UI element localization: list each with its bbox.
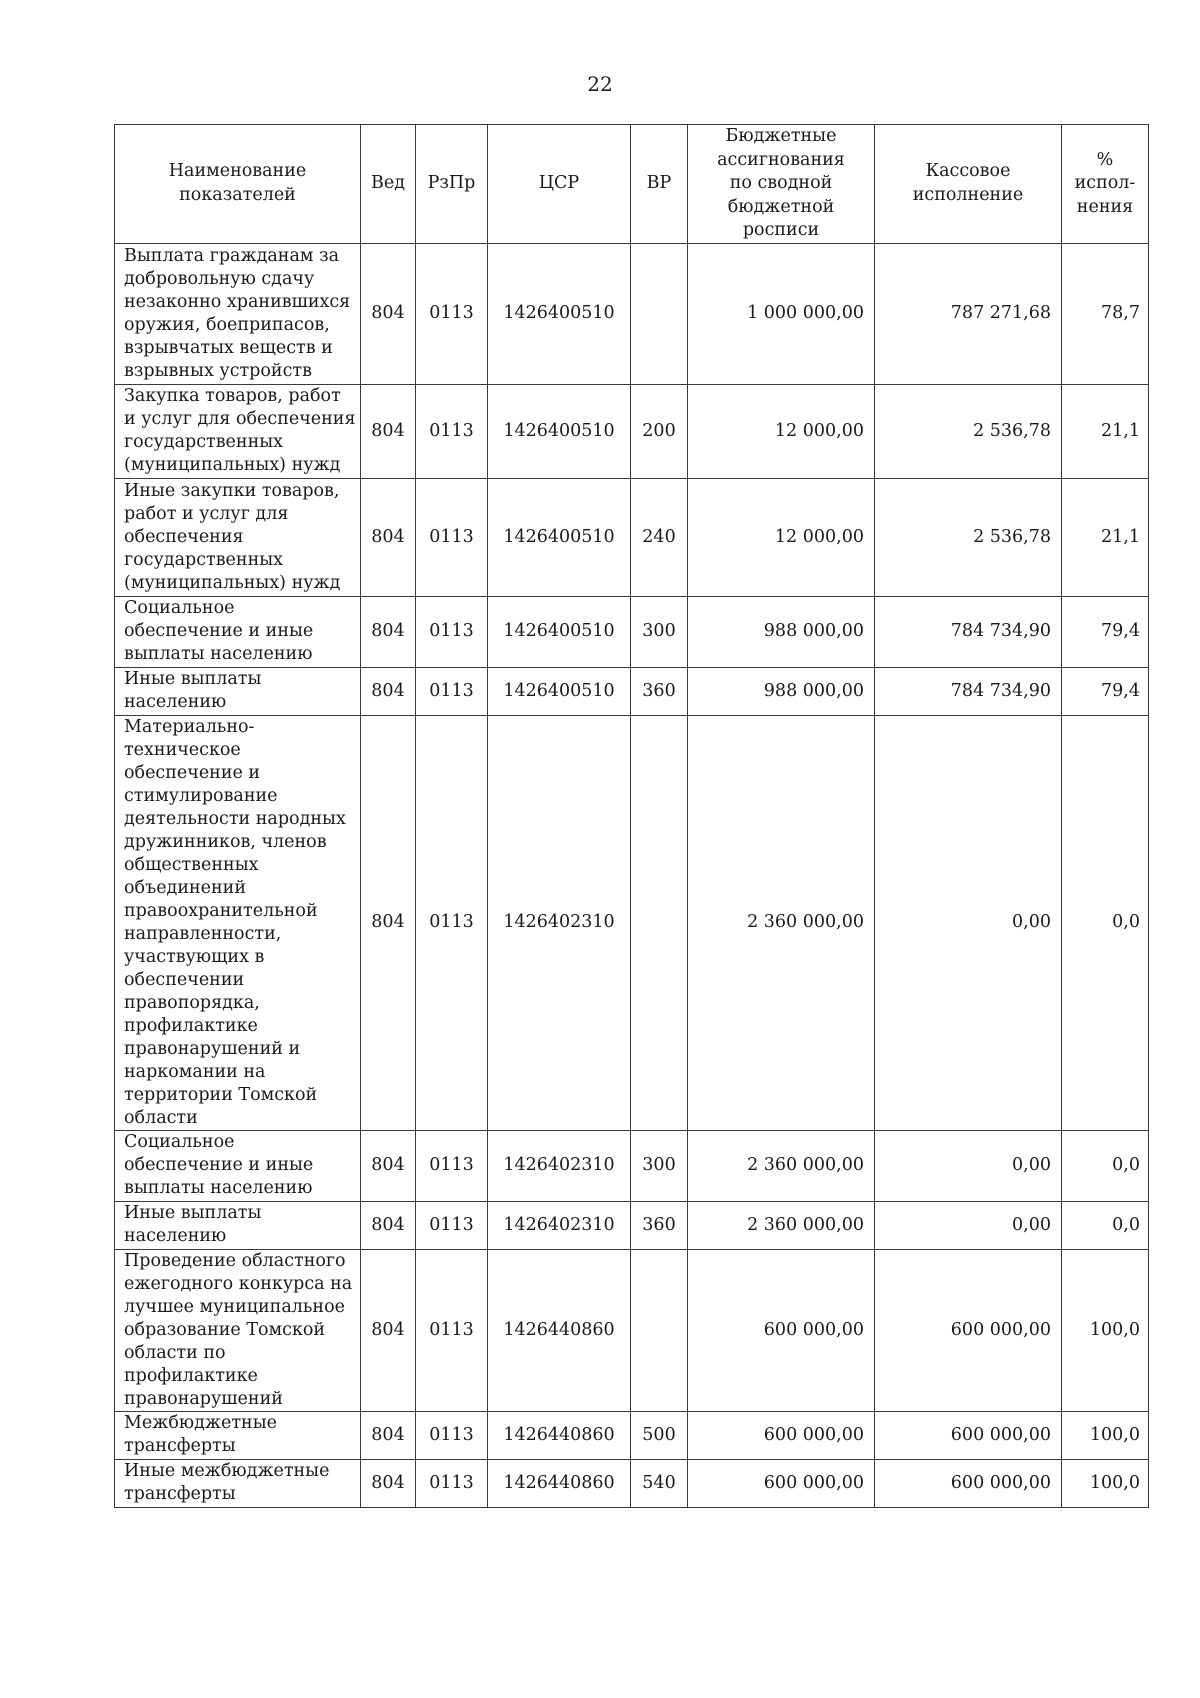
row-cash: 784 734,90: [875, 596, 1062, 667]
row-csr: 1426400510: [488, 596, 631, 667]
row-percent: 21,1: [1062, 478, 1149, 596]
header-ved: Вед: [361, 125, 416, 244]
row-percent: 79,4: [1062, 667, 1149, 715]
row-csr: 1426400510: [488, 478, 631, 596]
row-percent: 0,0: [1062, 715, 1149, 1130]
row-csr: 1426440860: [488, 1459, 631, 1507]
table-row: [115, 1201, 1149, 1249]
row-rzpr: 0113: [416, 1130, 488, 1201]
row-percent: 0,0: [1062, 1130, 1149, 1201]
row-budget: 600 000,00: [688, 1249, 875, 1411]
row-cash: 600 000,00: [875, 1411, 1062, 1459]
row-name: Иные выплаты населению: [115, 667, 361, 715]
row-csr: 1426400510: [488, 384, 631, 478]
table-row: [115, 596, 1149, 667]
table-row: [115, 667, 1149, 715]
row-csr: 1426440860: [488, 1411, 631, 1459]
row-ved: 804: [361, 384, 416, 478]
table-row: [115, 1249, 1149, 1411]
row-vr: 500: [631, 1411, 688, 1459]
row-budget: 2 360 000,00: [688, 1130, 875, 1201]
row-ved: 804: [361, 1130, 416, 1201]
row-vr: 300: [631, 1130, 688, 1201]
row-vr: 360: [631, 667, 688, 715]
row-vr: [631, 243, 688, 384]
row-rzpr: 0113: [416, 1459, 488, 1507]
header-budget: Бюджетные ассигнования по сводной бюджетной росписи: [688, 125, 875, 244]
row-budget: 12 000,00: [688, 478, 875, 596]
row-budget: 600 000,00: [688, 1411, 875, 1459]
row-name: Иные межбюджетные трансферты: [115, 1459, 361, 1507]
page-number: 22: [587, 72, 613, 96]
row-rzpr: 0113: [416, 243, 488, 384]
row-ved: 804: [361, 715, 416, 1130]
row-vr: 200: [631, 384, 688, 478]
budget-table: [114, 124, 1149, 1508]
row-percent: 100,0: [1062, 1411, 1149, 1459]
table-row: [115, 478, 1149, 596]
row-percent: 0,0: [1062, 1201, 1149, 1249]
row-name: Иные закупки товаров, работ и услуг для обеспечения государственных (муниципальных) нужд: [115, 478, 361, 596]
row-ved: 804: [361, 667, 416, 715]
row-rzpr: 0113: [416, 1411, 488, 1459]
row-name: Материально-техническое обеспечение и стимулирование деятельности народных дружинников, членов общественных объединений правоохранительной направленности, участвующих в обеспечении правопорядка, профилактике правонарушений и наркомании на территории Томской области: [115, 715, 361, 1130]
row-name: Социальное обеспечение и иные выплаты населению: [115, 1130, 361, 1201]
row-budget: 12 000,00: [688, 384, 875, 478]
header-rzpr: РзПр: [416, 125, 488, 244]
row-cash: 0,00: [875, 715, 1062, 1130]
row-rzpr: 0113: [416, 1249, 488, 1411]
row-budget: 600 000,00: [688, 1459, 875, 1507]
header-name: Наименование показателей: [115, 125, 361, 244]
header-row: [115, 125, 1149, 244]
row-percent: 100,0: [1062, 1249, 1149, 1411]
row-csr: 1426400510: [488, 667, 631, 715]
row-percent: 21,1: [1062, 384, 1149, 478]
header-vr: ВР: [631, 125, 688, 244]
row-cash: 600 000,00: [875, 1459, 1062, 1507]
row-rzpr: 0113: [416, 596, 488, 667]
row-rzpr: 0113: [416, 667, 488, 715]
row-rzpr: 0113: [416, 478, 488, 596]
row-ved: 804: [361, 1411, 416, 1459]
row-rzpr: 0113: [416, 715, 488, 1130]
row-csr: 1426402310: [488, 715, 631, 1130]
header-percent: % испол-нения: [1062, 125, 1149, 244]
row-name: Иные выплаты населению: [115, 1201, 361, 1249]
row-vr: 540: [631, 1459, 688, 1507]
header-cash: Кассовое исполнение: [875, 125, 1062, 244]
row-cash: 2 536,78: [875, 384, 1062, 478]
row-budget: 988 000,00: [688, 596, 875, 667]
table-row: [115, 715, 1149, 1130]
header-csr: ЦСР: [488, 125, 631, 244]
row-vr: 300: [631, 596, 688, 667]
table-row: [115, 1411, 1149, 1459]
row-rzpr: 0113: [416, 1201, 488, 1249]
row-name: Межбюджетные трансферты: [115, 1411, 361, 1459]
row-name: Выплата гражданам за добровольную сдачу незаконно хранившихся оружия, боеприпасов, взрывчатых веществ и взрывных устройств: [115, 243, 361, 384]
row-ved: 804: [361, 1459, 416, 1507]
row-csr: 1426440860: [488, 1249, 631, 1411]
row-cash: 0,00: [875, 1130, 1062, 1201]
row-cash: 784 734,90: [875, 667, 1062, 715]
row-budget: 2 360 000,00: [688, 715, 875, 1130]
row-vr: 240: [631, 478, 688, 596]
row-vr: [631, 715, 688, 1130]
row-ved: 804: [361, 243, 416, 384]
row-name: Социальное обеспечение и иные выплаты населению: [115, 596, 361, 667]
table-row: [115, 1130, 1149, 1201]
row-cash: 0,00: [875, 1201, 1062, 1249]
table-row: [115, 1459, 1149, 1507]
row-ved: 804: [361, 1201, 416, 1249]
row-ved: 804: [361, 478, 416, 596]
row-budget: 1 000 000,00: [688, 243, 875, 384]
table-row: [115, 243, 1149, 384]
row-percent: 100,0: [1062, 1459, 1149, 1507]
row-csr: 1426402310: [488, 1130, 631, 1201]
row-rzpr: 0113: [416, 384, 488, 478]
row-percent: 78,7: [1062, 243, 1149, 384]
row-csr: 1426400510: [488, 243, 631, 384]
row-vr: [631, 1249, 688, 1411]
row-cash: 2 536,78: [875, 478, 1062, 596]
row-name: Проведение областного ежегодного конкурса на лучшее муниципальное образование Томской области по профилактике правонарушений: [115, 1249, 361, 1411]
row-ved: 804: [361, 596, 416, 667]
row-name: Закупка товаров, работ и услуг для обеспечения государственных (муниципальных) нужд: [115, 384, 361, 478]
table-row: [115, 384, 1149, 478]
row-ved: 804: [361, 1249, 416, 1411]
row-cash: 600 000,00: [875, 1249, 1062, 1411]
row-budget: 988 000,00: [688, 667, 875, 715]
row-csr: 1426402310: [488, 1201, 631, 1249]
row-percent: 79,4: [1062, 596, 1149, 667]
row-budget: 2 360 000,00: [688, 1201, 875, 1249]
row-cash: 787 271,68: [875, 243, 1062, 384]
row-vr: 360: [631, 1201, 688, 1249]
